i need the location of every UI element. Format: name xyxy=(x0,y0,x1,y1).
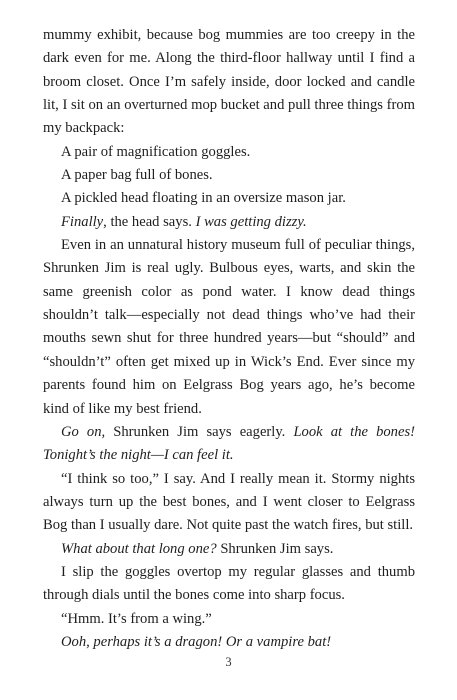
italic-run: I was getting dizzy. xyxy=(195,213,307,230)
text-run: A pickled head floating in an oversize mason jar. xyxy=(61,190,346,207)
page-number: 3 xyxy=(225,655,232,669)
text-run: I slip the goggles overtop my regular glasses and thumb through dials until the bones come into sharp focus. xyxy=(43,563,415,604)
italic-run: Look at the bones! Tonight’s the night—I can feel it. xyxy=(43,423,415,464)
italic-run: What about that long one? xyxy=(61,540,217,557)
paragraph-go-on xyxy=(43,421,415,468)
text-run: “Hmm. It’s from a wing.” xyxy=(61,610,212,627)
paragraph-goggles xyxy=(43,561,415,608)
paragraph-finally xyxy=(43,211,415,234)
paragraph-continued xyxy=(43,24,415,141)
list-item-bones xyxy=(43,164,415,187)
italic-run: Finally xyxy=(61,213,104,230)
text-run: A paper bag full of bones. xyxy=(61,167,213,184)
text-run: “I think so too,” I say. And I really mean it. Stormy nights always turn up the best bones, and I went closer to Eelgrass Bog than I usually dare. Not quite past the watch fires, but still. xyxy=(43,470,415,534)
text-run: Shrunken Jim says eagerly. xyxy=(105,423,294,440)
paragraph-dragon xyxy=(43,631,415,654)
paragraph-i-think-so xyxy=(43,468,415,538)
book-page xyxy=(43,24,415,664)
text-run: Even in an unnatural history museum full of peculiar things, Shrunken Jim is real ugly. Bulbous eyes, warts, and skin the same greenish color as pond water. I know dead things shouldn’t talk—especially not dead things who’ve had their mouths sewn shut for three hundred years—but “should” and “shouldn’t” often get mixed up in Wick’s End. Ever since my parents found him on Eelgrass Bog years ago, he’s become kind of like my best friend. xyxy=(43,237,415,417)
text-run: , the head says. xyxy=(103,213,196,230)
paragraph-long-one xyxy=(43,538,415,561)
italic-run: Ooh, perhaps it’s a dragon! Or a vampire bat! xyxy=(61,633,332,650)
text-run: Shrunken Jim says. xyxy=(216,540,334,557)
paragraph-hmm xyxy=(43,608,415,631)
list-item-head xyxy=(43,187,415,210)
text-run: A pair of magnification goggles. xyxy=(61,143,251,160)
text-run: mummy exhibit, because bog mummies are too creepy in the dark even for me. Along the third-floor hallway until I find a broom closet. Once I’m safely inside, door locked and candle lit, I sit on an overturned mop bucket and pull three things from my backpack: xyxy=(43,27,415,137)
list-item-goggles xyxy=(43,141,415,164)
paragraph-shrunken-jim xyxy=(43,234,415,421)
italic-run: Go on, xyxy=(61,423,106,440)
